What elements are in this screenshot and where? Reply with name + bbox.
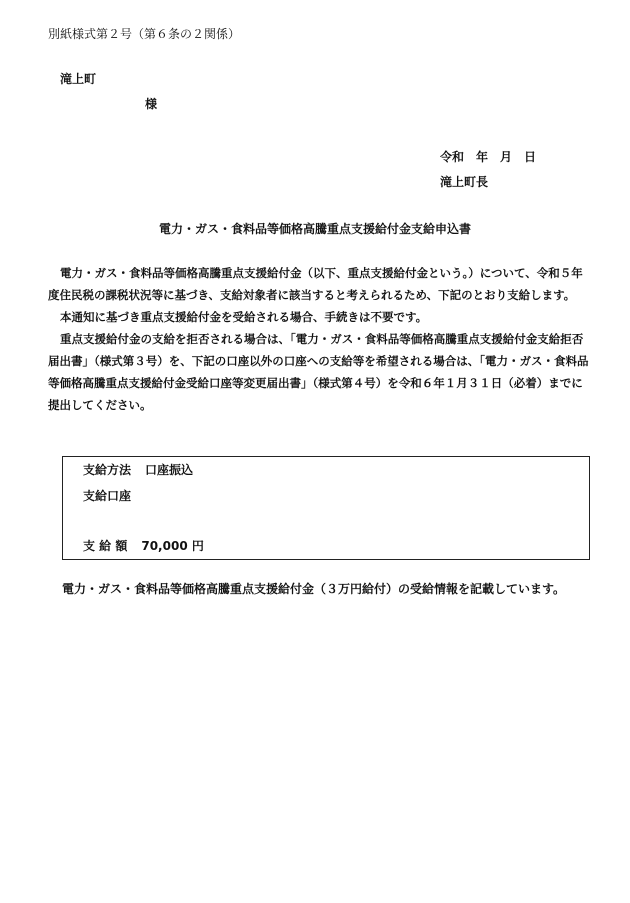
footer-note: 電力・ガス・食料品等価格高騰重点支援給付金（３万円給付）の受給情報を記載しています。 <box>62 582 566 596</box>
paragraph-2-text: 本通知に基づき重点支援給付金を受給される場合、手続きは不要です。 <box>60 310 428 324</box>
recipient-honorific: 様 <box>145 97 158 111</box>
issuer-name: 滝上町長 <box>440 175 489 189</box>
payment-details-box <box>62 456 590 560</box>
issue-date: 令和 年 月 日 <box>440 150 537 164</box>
body-paragraph-2 <box>48 306 593 328</box>
body-paragraph-3 <box>48 328 593 416</box>
payment-method-label: 支給方法 <box>83 463 132 477</box>
paragraph-3-text: 重点支援給付金の支給を拒否される場合は、「電力・ガス・食料品等価格高騰重点支援給付金支給拒否届出書」（様式第３号）を、下記の口座以外の口座への支給等を希望される場合は、「電力・ガス・食料品等価格高騰重点支援給付金受給口座等変更届出書」（様式第４号）を令和６年１月３１日（必着）までに提出してください。 <box>48 332 589 412</box>
payment-method-row <box>83 461 193 478</box>
paragraph-1-text: 電力・ガス・食料品等価格高騰重点支援給付金（以下、重点支援給付金という。）について、令和５年度住民税の課税状況等に基づき、支給対象者に該当すると考えられるため、下記のとおり支給します。 <box>48 266 583 302</box>
document-title: 電力・ガス・食料品等価格高騰重点支援給付金支給申込書 <box>158 222 471 236</box>
payment-account-row <box>83 487 145 504</box>
body-paragraph-1 <box>48 262 593 306</box>
payment-method-value: 口座振込 <box>145 463 194 477</box>
recipient-town: 滝上町 <box>60 72 97 86</box>
payment-amount-label: 支 給 額 <box>83 539 128 553</box>
payment-amount-row <box>83 537 204 554</box>
payment-account-label: 支給口座 <box>83 489 132 503</box>
form-number-label: 別紙様式第２号（第６条の２関係） <box>48 27 241 41</box>
payment-amount-value: 70,000 円 <box>141 539 204 553</box>
